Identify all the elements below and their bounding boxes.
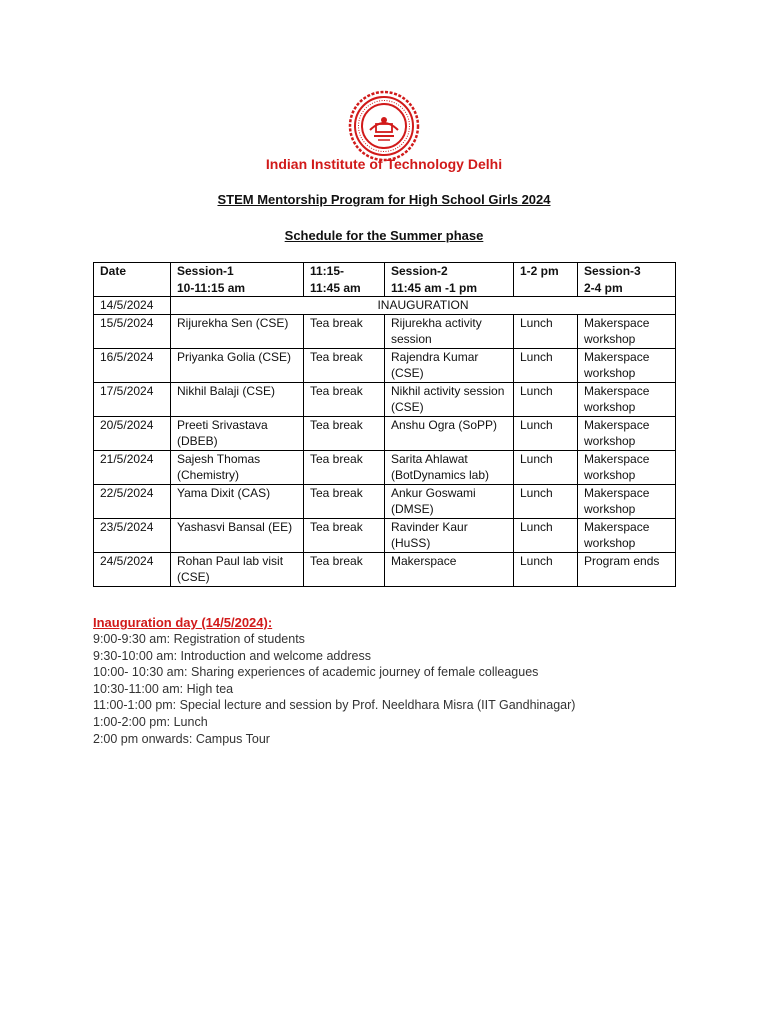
table-cell-date: 20/5/2024 — [94, 416, 171, 450]
table-cell-session-1: Rijurekha Sen (CSE) — [171, 314, 304, 348]
inauguration-cell: INAUGURATION — [171, 297, 676, 315]
header-lunch: 1-2 pm — [514, 263, 578, 297]
table-cell-session-1: Preeti Srivastava (DBEB) — [171, 416, 304, 450]
table-cell-session-1: Priyanka Golia (CSE) — [171, 348, 304, 382]
institute-title: Indian Institute of Technology Delhi — [265, 156, 503, 172]
list-item: 2:00 pm onwards: Campus Tour — [93, 731, 270, 746]
table-cell-date: 21/5/2024 — [94, 450, 171, 484]
table-cell-session-1: Yashasvi Bansal (EE) — [171, 518, 304, 552]
iit-delhi-logo — [348, 90, 420, 162]
table-row — [94, 416, 676, 450]
table-row — [94, 314, 676, 348]
table-cell-lunch: Lunch — [514, 314, 578, 348]
table-row — [94, 348, 676, 382]
list-item: 11:00-1:00 pm: Special lecture and session by Prof. Neeldhara Misra (IIT Gandhinagar) — [93, 698, 576, 713]
table-cell-tea-break: Tea break — [304, 416, 385, 450]
table-cell-session-1: Nikhil Balaji (CSE) — [171, 382, 304, 416]
table-cell-session-2: Ravinder Kaur (HuSS) — [385, 518, 514, 552]
table-cell-session-3: Makerspace workshop — [578, 314, 676, 348]
table-cell-lunch: Lunch — [514, 348, 578, 382]
inauguration-heading: Inauguration day (14/5/2024): — [93, 615, 273, 630]
table-cell-tea-break: Tea break — [304, 348, 385, 382]
list-item: 1:00-2:00 pm: Lunch — [93, 714, 208, 729]
table-row — [94, 518, 676, 552]
table-row — [94, 450, 676, 484]
table-cell-session-1: Yama Dixit (CAS) — [171, 484, 304, 518]
table-cell-lunch: Lunch — [514, 552, 578, 586]
table-cell-tea-break: Tea break — [304, 314, 385, 348]
table-cell-session-3: Makerspace workshop — [578, 416, 676, 450]
header-session-3: Session-3 2-4 pm — [578, 263, 676, 297]
program-title: STEM Mentorship Program for High School Girls 2024 — [217, 192, 551, 207]
header-session-2: Session-2 11:45 am -1 pm — [385, 263, 514, 297]
table-cell-tea-break: Tea break — [304, 518, 385, 552]
table-cell-session-2: Rajendra Kumar (CSE) — [385, 348, 514, 382]
table-cell-session-2: Ankur Goswami (DMSE) — [385, 484, 514, 518]
table-cell-date: 16/5/2024 — [94, 348, 171, 382]
table-cell-session-1: Sajesh Thomas (Chemistry) — [171, 450, 304, 484]
header-session-1: Session-1 10-11:15 am — [171, 263, 304, 297]
table-cell-date: 23/5/2024 — [94, 518, 171, 552]
inauguration-agenda — [93, 631, 575, 747]
table-cell-lunch: Lunch — [514, 382, 578, 416]
table-cell-session-2: Rijurekha activity session — [385, 314, 514, 348]
table-row — [94, 552, 676, 586]
table-cell-lunch: Lunch — [514, 518, 578, 552]
table-row — [94, 484, 676, 518]
list-item: 9:30-10:00 am: Introduction and welcome address — [93, 648, 371, 663]
table-cell-lunch: Lunch — [514, 484, 578, 518]
header-tea-break: 11:15- 11:45 am — [304, 263, 385, 297]
table-cell-tea-break: Tea break — [304, 450, 385, 484]
table-cell-date: 24/5/2024 — [94, 552, 171, 586]
header-date: Date — [94, 263, 171, 297]
table-cell-date: 17/5/2024 — [94, 382, 171, 416]
table-cell-tea-break: Tea break — [304, 382, 385, 416]
list-item: 10:00- 10:30 am: Sharing experiences of academic journey of female colleagues — [93, 665, 539, 680]
list-item: 10:30-11:00 am: High tea — [93, 681, 234, 696]
table-row — [94, 382, 676, 416]
schedule-title: Schedule for the Summer phase — [284, 228, 484, 243]
table-cell-session-2: Anshu Ogra (SoPP) — [385, 416, 514, 450]
table-cell-session-3: Program ends — [578, 552, 676, 586]
table-cell-date: 14/5/2024 — [94, 297, 171, 315]
table-cell-session-3: Makerspace workshop — [578, 484, 676, 518]
inauguration-row — [94, 297, 676, 315]
schedule-table — [93, 262, 676, 587]
table-cell-session-2: Makerspace — [385, 552, 514, 586]
list-item: 9:00-9:30 am: Registration of students — [93, 632, 305, 646]
table-cell-session-3: Makerspace workshop — [578, 450, 676, 484]
table-cell-session-1: Rohan Paul lab visit (CSE) — [171, 552, 304, 586]
table-cell-session-2: Sarita Ahlawat (BotDynamics lab) — [385, 450, 514, 484]
table-cell-session-3: Makerspace workshop — [578, 518, 676, 552]
table-cell-lunch: Lunch — [514, 416, 578, 450]
table-cell-date: 22/5/2024 — [94, 484, 171, 518]
table-cell-session-3: Makerspace workshop — [578, 382, 676, 416]
table-cell-session-3: Makerspace workshop — [578, 348, 676, 382]
table-cell-lunch: Lunch — [514, 450, 578, 484]
table-cell-session-2: Nikhil activity session (CSE) — [385, 382, 514, 416]
table-cell-tea-break: Tea break — [304, 552, 385, 586]
table-cell-date: 15/5/2024 — [94, 314, 171, 348]
table-cell-tea-break: Tea break — [304, 484, 385, 518]
table-header-row — [94, 263, 676, 297]
